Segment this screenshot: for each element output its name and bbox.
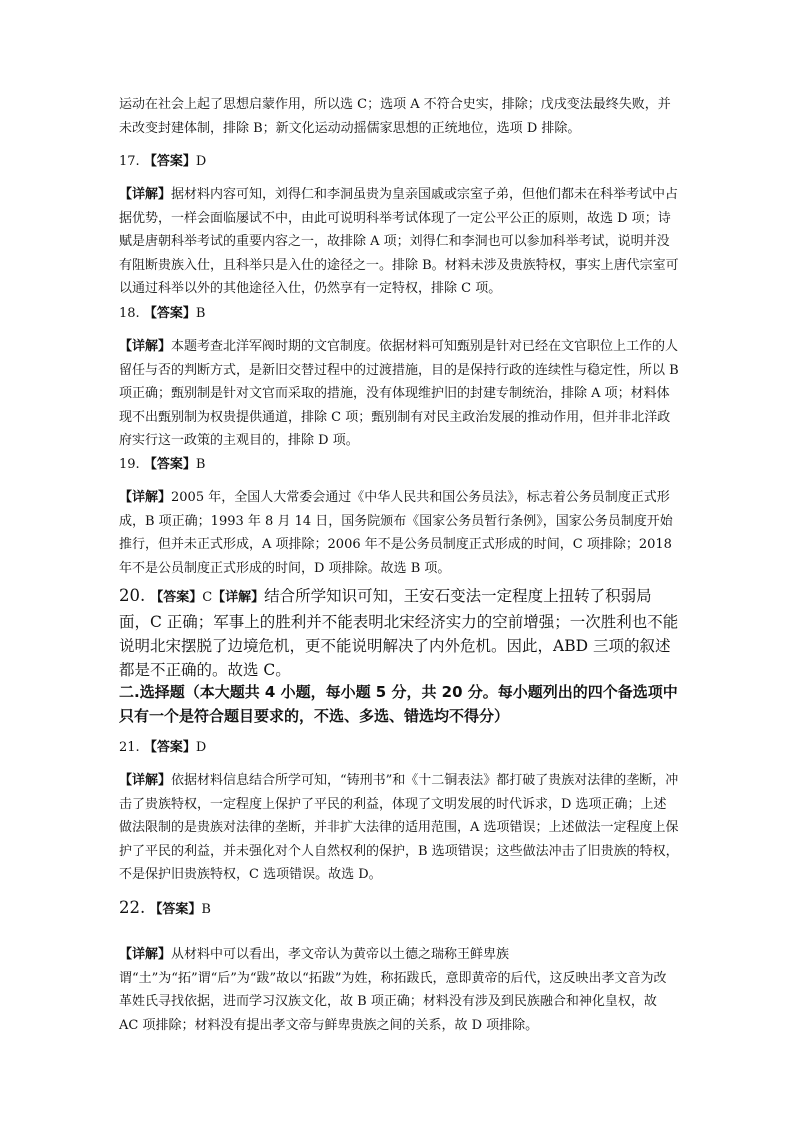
question-number: 22. [119, 898, 146, 917]
section-heading-text: 二.选择题（本大题共 4 小题，每小题 5 分，共 20 分。每小题列出的四个备选项中只有一个是符合题目要求的，不选、多选、错选均不得分） [119, 683, 678, 725]
question-number: 21. [119, 740, 140, 755]
detail-17 [119, 183, 679, 301]
detail-22 [119, 943, 679, 1037]
answer-value: B [201, 902, 211, 917]
question-number: 18. [119, 306, 140, 321]
detail-tag: 【详解】 [119, 187, 172, 202]
detail-text: 据材料内容可知，刘得仁和李洞虽贵为皇亲国戚或宗室子弟，但他们都未在科举考试中占据优势，一样会面临屡试不中，由此可说明科举考试体现了一定公平公正的原则，故选 D 项；诗赋是唐朝科举考试的重要内容之一，故排除 A 项；刘得仁和李洞也可以参加科举考试，说明并没有阻断贵族入仕，且科举只是入仕的途径之一。排除 B。材料未涉及贵族特权，事实上唐代宗室可以通过科举以外的其他途径入仕，仍然享有一定特权，排除 C 项。 [119, 187, 679, 296]
question-number: 20. [119, 586, 146, 605]
paragraph-text: 运动在社会上起了思想启蒙作用，所以选 C；选项 A 不符合史实，排除；戊戌变法最终失败，并未改变封建体制，排除 B；新文化运动动摇儒家思想的正统地位，选项 D 排除。 [119, 97, 671, 136]
detail-text: 依据材料信息结合所学可知，“铸刑书”和《十二铜表法》都打破了贵族对法律的垄断，冲击了贵族特权，一定程度上保护了平民的利益，体现了文明发展的时代诉求，D 选项正确；上述做法限制的是贵族对法律的垄断，并非扩大法律的适用范围，A 选项错误；上述做法一定程度上保护了平民的利益，并未强化对个人自然权利的保护，B 选项错误；这些做法冲击了旧贵族的特权，不是保护旧贵族特权，C 选项错误。故选 D。 [119, 773, 679, 882]
detail-text: 从材料中可以看出，孝文帝认为黄帝以土德之瑞称王鲜卑族谓“土”为“拓”谓“后”为“跋”故以“拓跋”为姓，称拓跋氏，意即黄帝的后代，这反映出孝文音为改革姓氏寻找依据，进而学习汉族文化，故 B 项正确；材料没有涉及到民族融合和神化皇权，故 AC 项排除；材料没有提出孝文帝与鲜卑贵族之间的关系，故 D 项排除。 [119, 947, 667, 1033]
answer-18 [119, 302, 679, 326]
answer-value: D [195, 740, 207, 755]
answer-21 [119, 736, 679, 760]
answer-value: B [195, 457, 206, 472]
detail-text: 2005 年，全国人大常委会通过《中华人民共和国公务员法》，标志着公务员制度正式形成，B 项正确；1993 年 8 月 14 日，国务院颁布《国家公务员暂行条例》，国家公务员制度开始推行，但并未正式形成，A 项排除；2006 年不是公务员制度正式形成的时间，C 项排除；2018 年不是公员制度正式形成的时间，D 项排除。故选 B 项。 [119, 490, 673, 576]
detail-tag: 【详解】 [119, 490, 172, 505]
answer-value: C [202, 590, 213, 605]
paragraph-16-tail [119, 93, 679, 140]
answer-detail-20 [119, 584, 679, 682]
answer-tag: 【答案】 [149, 902, 202, 917]
answer-value: D [195, 154, 207, 169]
section-heading [119, 680, 679, 728]
answer-tag: 【答案】 [143, 457, 196, 472]
answer-tag: 【答案】 [143, 740, 196, 755]
answer-value: B [195, 306, 206, 321]
answer-22 [119, 896, 679, 922]
answer-19 [119, 453, 679, 477]
answer-tag: 【答案】 [150, 590, 203, 605]
detail-text: 结合所学知识可知，王安石变法一定程度上扭转了积弱局面，C 正确；军事上的胜利并不能表明北宋经济实力的空前增强；一次胜利也不能说明北宋摆脱了边境危机，更不能说明解决了内外危机。因此，ABD 三项的叙述都是不正确的。故选 C。 [119, 587, 679, 679]
answer-tag: 【答案】 [143, 154, 196, 169]
detail-18 [119, 335, 679, 453]
detail-tag: 【详解】 [119, 947, 172, 962]
answer-17 [119, 150, 679, 174]
detail-tag: 【详解】 [212, 590, 265, 605]
detail-21 [119, 769, 679, 887]
answer-tag: 【答案】 [143, 306, 196, 321]
detail-tag: 【详解】 [119, 339, 172, 354]
question-number: 19. [119, 457, 140, 472]
detail-tag: 【详解】 [119, 773, 172, 788]
detail-text: 本题考查北洋军阀时期的文官制度。依据材料可知甄别是针对已经在文官职位上工作的人留任与否的判断方式，是新旧交替过程中的过渡措施，目的是保持行政的连续性与稳定性，所以 B 项正确；甄别制是针对文官而采取的措施，没有体现维护旧的封建专制统治，排除 A 项；材料体现不出甄别制为权贵提供通道，排除 C 项；甄别制有对民主政治发展的推动作用，但并非北洋政府实行这一政策的主观目的，排除 D 项。 [119, 339, 679, 448]
question-number: 17. [119, 154, 140, 169]
detail-19 [119, 486, 679, 580]
